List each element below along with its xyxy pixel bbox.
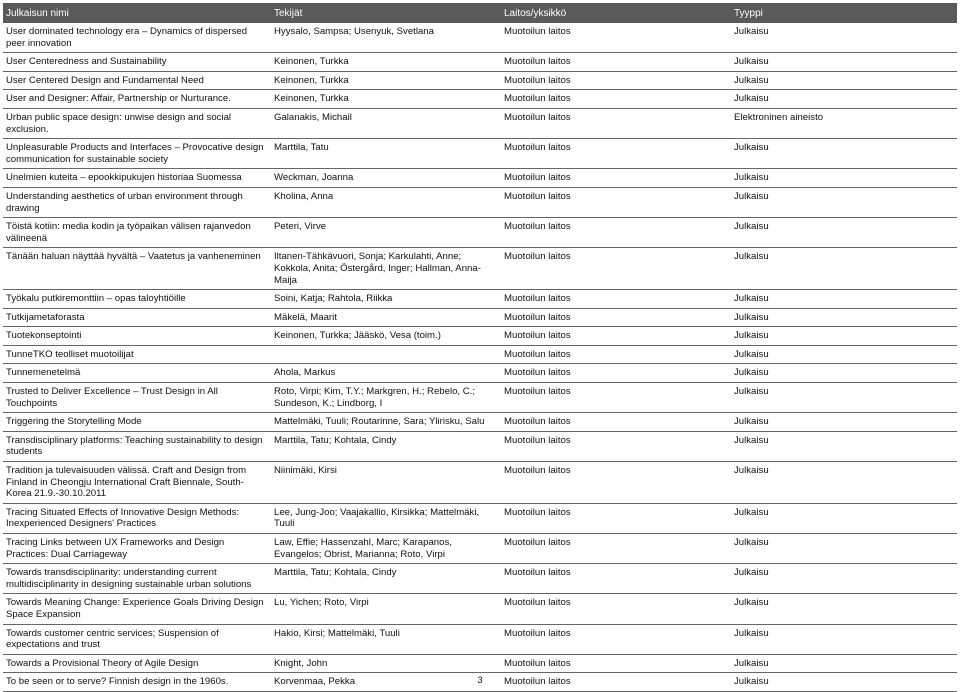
cell-authors: Galanakis, Michail — [271, 108, 501, 138]
cell-authors: Marttila, Tatu; Kohtala, Cindy — [271, 431, 501, 461]
header-type: Tyyppi — [731, 3, 957, 23]
cell-authors: Mattelmäki, Tuuli; Routarinne, Sara; Ylirisku, Salu — [271, 413, 501, 432]
cell-type: Julkaisu — [731, 503, 957, 533]
cell-title: Trusted to Deliver Excellence – Trust Design in All Touchpoints — [3, 383, 271, 413]
cell-title: Tänään haluan näyttää hyvältä – Vaatetus ja vanheneminen — [3, 248, 271, 290]
cell-unit: Muotoilun laitos — [501, 564, 731, 594]
table-row — [3, 290, 957, 309]
cell-title: To be seen or to serve? Finnish design in the 1960s. — [3, 673, 271, 692]
page-number: 3 — [477, 675, 483, 686]
cell-type: Julkaisu — [731, 327, 957, 346]
table-row — [3, 90, 957, 109]
table-row — [3, 431, 957, 461]
cell-type: Julkaisu — [731, 218, 957, 248]
cell-type: Julkaisu — [731, 383, 957, 413]
cell-unit: Muotoilun laitos — [501, 327, 731, 346]
cell-type: Elektroninen aineisto — [731, 108, 957, 138]
cell-title: Triggering the Storytelling Mode — [3, 413, 271, 432]
cell-authors: Peteri, Virve — [271, 218, 501, 248]
cell-title: Unpleasurable Products and Interfaces – Provocative design communication for sustainable society — [3, 139, 271, 169]
cell-title: Tradition ja tulevaisuuden välissä. Craft and Design from Finland in Cheongju International Craft Biennale, South-Korea 21.9.-30.10.2011 — [3, 462, 271, 504]
cell-authors: Keinonen, Turkka — [271, 90, 501, 109]
cell-unit: Muotoilun laitos — [501, 383, 731, 413]
cell-type: Julkaisu — [731, 169, 957, 188]
cell-title: User dominated technology era – Dynamics of dispersed peer innovation — [3, 23, 271, 53]
cell-unit: Muotoilun laitos — [501, 413, 731, 432]
cell-type: Julkaisu — [731, 624, 957, 654]
cell-title: User Centeredness and Sustainability — [3, 53, 271, 72]
table-row — [3, 364, 957, 383]
cell-title: Towards transdisciplinarity: understanding current multidisciplinarity in designing sustainable urban solutions — [3, 564, 271, 594]
cell-title: Töistä kotiin: media kodin ja työpaikan välisen rajanvedon välineenä — [3, 218, 271, 248]
cell-authors: Iltanen-Tähkävuori, Sonja; Karkulahti, Anne; Kokkola, Anita; Östergård, Inger; Hallman, Anna-Maija — [271, 248, 501, 290]
table-row — [3, 503, 957, 533]
cell-type: Julkaisu — [731, 431, 957, 461]
cell-type: Julkaisu — [731, 139, 957, 169]
cell-authors: Lu, Yichen; Roto, Virpi — [271, 594, 501, 624]
cell-unit: Muotoilun laitos — [501, 594, 731, 624]
cell-type: Julkaisu — [731, 413, 957, 432]
table-row — [3, 108, 957, 138]
cell-unit: Muotoilun laitos — [501, 673, 731, 692]
cell-type: Julkaisu — [731, 654, 957, 673]
cell-authors: Soini, Katja; Rahtola, Riikka — [271, 290, 501, 309]
header-unit: Laitos/yksikkö — [501, 3, 731, 23]
cell-unit: Muotoilun laitos — [501, 462, 731, 504]
cell-unit: Muotoilun laitos — [501, 503, 731, 533]
cell-title: Tracing Situated Effects of Innovative Design Methods: Inexperienced Designers' Practices — [3, 503, 271, 533]
cell-authors: Law, Effie; Hassenzahl, Marc; Karapanos, Evangelos; Obrist, Marianna; Roto, Virpi — [271, 534, 501, 564]
table-header-row — [3, 3, 957, 23]
table-row — [3, 594, 957, 624]
table-row — [3, 383, 957, 413]
cell-unit: Muotoilun laitos — [501, 364, 731, 383]
cell-type: Julkaisu — [731, 308, 957, 327]
cell-authors: Hyysalo, Sampsa; Usenyuk, Svetlana — [271, 23, 501, 53]
table-row — [3, 534, 957, 564]
cell-authors: Mäkelä, Maarit — [271, 308, 501, 327]
cell-unit: Muotoilun laitos — [501, 187, 731, 217]
table-row — [3, 308, 957, 327]
cell-unit: Muotoilun laitos — [501, 654, 731, 673]
cell-unit: Muotoilun laitos — [501, 169, 731, 188]
cell-authors — [271, 345, 501, 364]
cell-unit: Muotoilun laitos — [501, 139, 731, 169]
cell-type: Julkaisu — [731, 364, 957, 383]
cell-authors: Niinimäki, Kirsi — [271, 462, 501, 504]
cell-unit: Muotoilun laitos — [501, 308, 731, 327]
cell-title: Työkalu putkiremonttiin – opas taloyhtiöille — [3, 290, 271, 309]
cell-authors: Knight, John — [271, 654, 501, 673]
cell-authors: Lee, Jung-Joo; Vaajakallio, Kirsikka; Mattelmäki, Tuuli — [271, 503, 501, 533]
cell-unit: Muotoilun laitos — [501, 534, 731, 564]
cell-unit: Muotoilun laitos — [501, 248, 731, 290]
table-row — [3, 327, 957, 346]
cell-type: Julkaisu — [731, 462, 957, 504]
cell-authors: Weckman, Joanna — [271, 169, 501, 188]
table-row — [3, 23, 957, 53]
header-authors: Tekijät — [271, 3, 501, 23]
cell-title: Towards Meaning Change: Experience Goals Driving Design Space Expansion — [3, 594, 271, 624]
cell-type: Julkaisu — [731, 345, 957, 364]
cell-authors: Korvenmaa, Pekka — [271, 673, 501, 692]
table-row — [3, 53, 957, 72]
cell-title: User Centered Design and Fundamental Need — [3, 71, 271, 90]
cell-type: Julkaisu — [731, 594, 957, 624]
cell-authors: Keinonen, Turkka — [271, 53, 501, 72]
cell-title: Unelmien kuteita – epookkipukujen historiaa Suomessa — [3, 169, 271, 188]
cell-unit: Muotoilun laitos — [501, 290, 731, 309]
cell-authors: Keinonen, Turkka; Jääskö, Vesa (toim.) — [271, 327, 501, 346]
publications-table — [3, 3, 957, 692]
cell-type: Julkaisu — [731, 23, 957, 53]
cell-type: Julkaisu — [731, 71, 957, 90]
cell-unit: Muotoilun laitos — [501, 108, 731, 138]
cell-type: Julkaisu — [731, 534, 957, 564]
cell-authors: Roto, Virpi; Kim, T.Y.; Markgren, H.; Rebelo, C.; Sundeson, K.; Lindborg, I — [271, 383, 501, 413]
cell-unit: Muotoilun laitos — [501, 53, 731, 72]
cell-unit: Muotoilun laitos — [501, 23, 731, 53]
table-row — [3, 564, 957, 594]
table-row — [3, 654, 957, 673]
cell-title: Transdisciplinary platforms: Teaching sustainability to design students — [3, 431, 271, 461]
cell-type: Julkaisu — [731, 187, 957, 217]
cell-title: User and Designer: Affair, Partnership or Nurturance. — [3, 90, 271, 109]
cell-type: Julkaisu — [731, 53, 957, 72]
cell-authors: Ahola, Markus — [271, 364, 501, 383]
table-row — [3, 169, 957, 188]
cell-unit: Muotoilun laitos — [501, 345, 731, 364]
cell-authors: Marttila, Tatu — [271, 139, 501, 169]
cell-type: Julkaisu — [731, 564, 957, 594]
cell-unit: Muotoilun laitos — [501, 218, 731, 248]
cell-type: Julkaisu — [731, 290, 957, 309]
document-page — [3, 3, 957, 692]
table-row — [3, 248, 957, 290]
cell-title: Urban public space design: unwise design and social exclusion. — [3, 108, 271, 138]
cell-title: Towards a Provisional Theory of Agile Design — [3, 654, 271, 673]
cell-authors: Kholina, Anna — [271, 187, 501, 217]
table-row — [3, 345, 957, 364]
table-row — [3, 187, 957, 217]
cell-unit: Muotoilun laitos — [501, 90, 731, 109]
cell-unit: Muotoilun laitos — [501, 71, 731, 90]
cell-unit: Muotoilun laitos — [501, 431, 731, 461]
table-row — [3, 413, 957, 432]
table-row — [3, 624, 957, 654]
cell-title: TunneTKO teolliset muotoilijat — [3, 345, 271, 364]
table-row — [3, 462, 957, 504]
cell-title: Tutkijametaforasta — [3, 308, 271, 327]
cell-type: Julkaisu — [731, 248, 957, 290]
cell-type: Julkaisu — [731, 90, 957, 109]
cell-title: Towards customer centric services; Suspension of expectations and trust — [3, 624, 271, 654]
cell-title: Tunnemenetelmä — [3, 364, 271, 383]
cell-authors: Marttila, Tatu; Kohtala, Cindy — [271, 564, 501, 594]
header-title: Julkaisun nimi — [3, 3, 271, 23]
cell-title: Understanding aesthetics of urban environment through drawing — [3, 187, 271, 217]
table-row — [3, 218, 957, 248]
cell-unit: Muotoilun laitos — [501, 624, 731, 654]
cell-authors: Keinonen, Turkka — [271, 71, 501, 90]
cell-authors: Hakio, Kirsi; Mattelmäki, Tuuli — [271, 624, 501, 654]
table-row — [3, 139, 957, 169]
cell-title: Tracing Links between UX Frameworks and Design Practices: Dual Carriageway — [3, 534, 271, 564]
cell-type: Julkaisu — [731, 673, 957, 692]
table-row — [3, 71, 957, 90]
cell-title: Tuotekonseptointi — [3, 327, 271, 346]
